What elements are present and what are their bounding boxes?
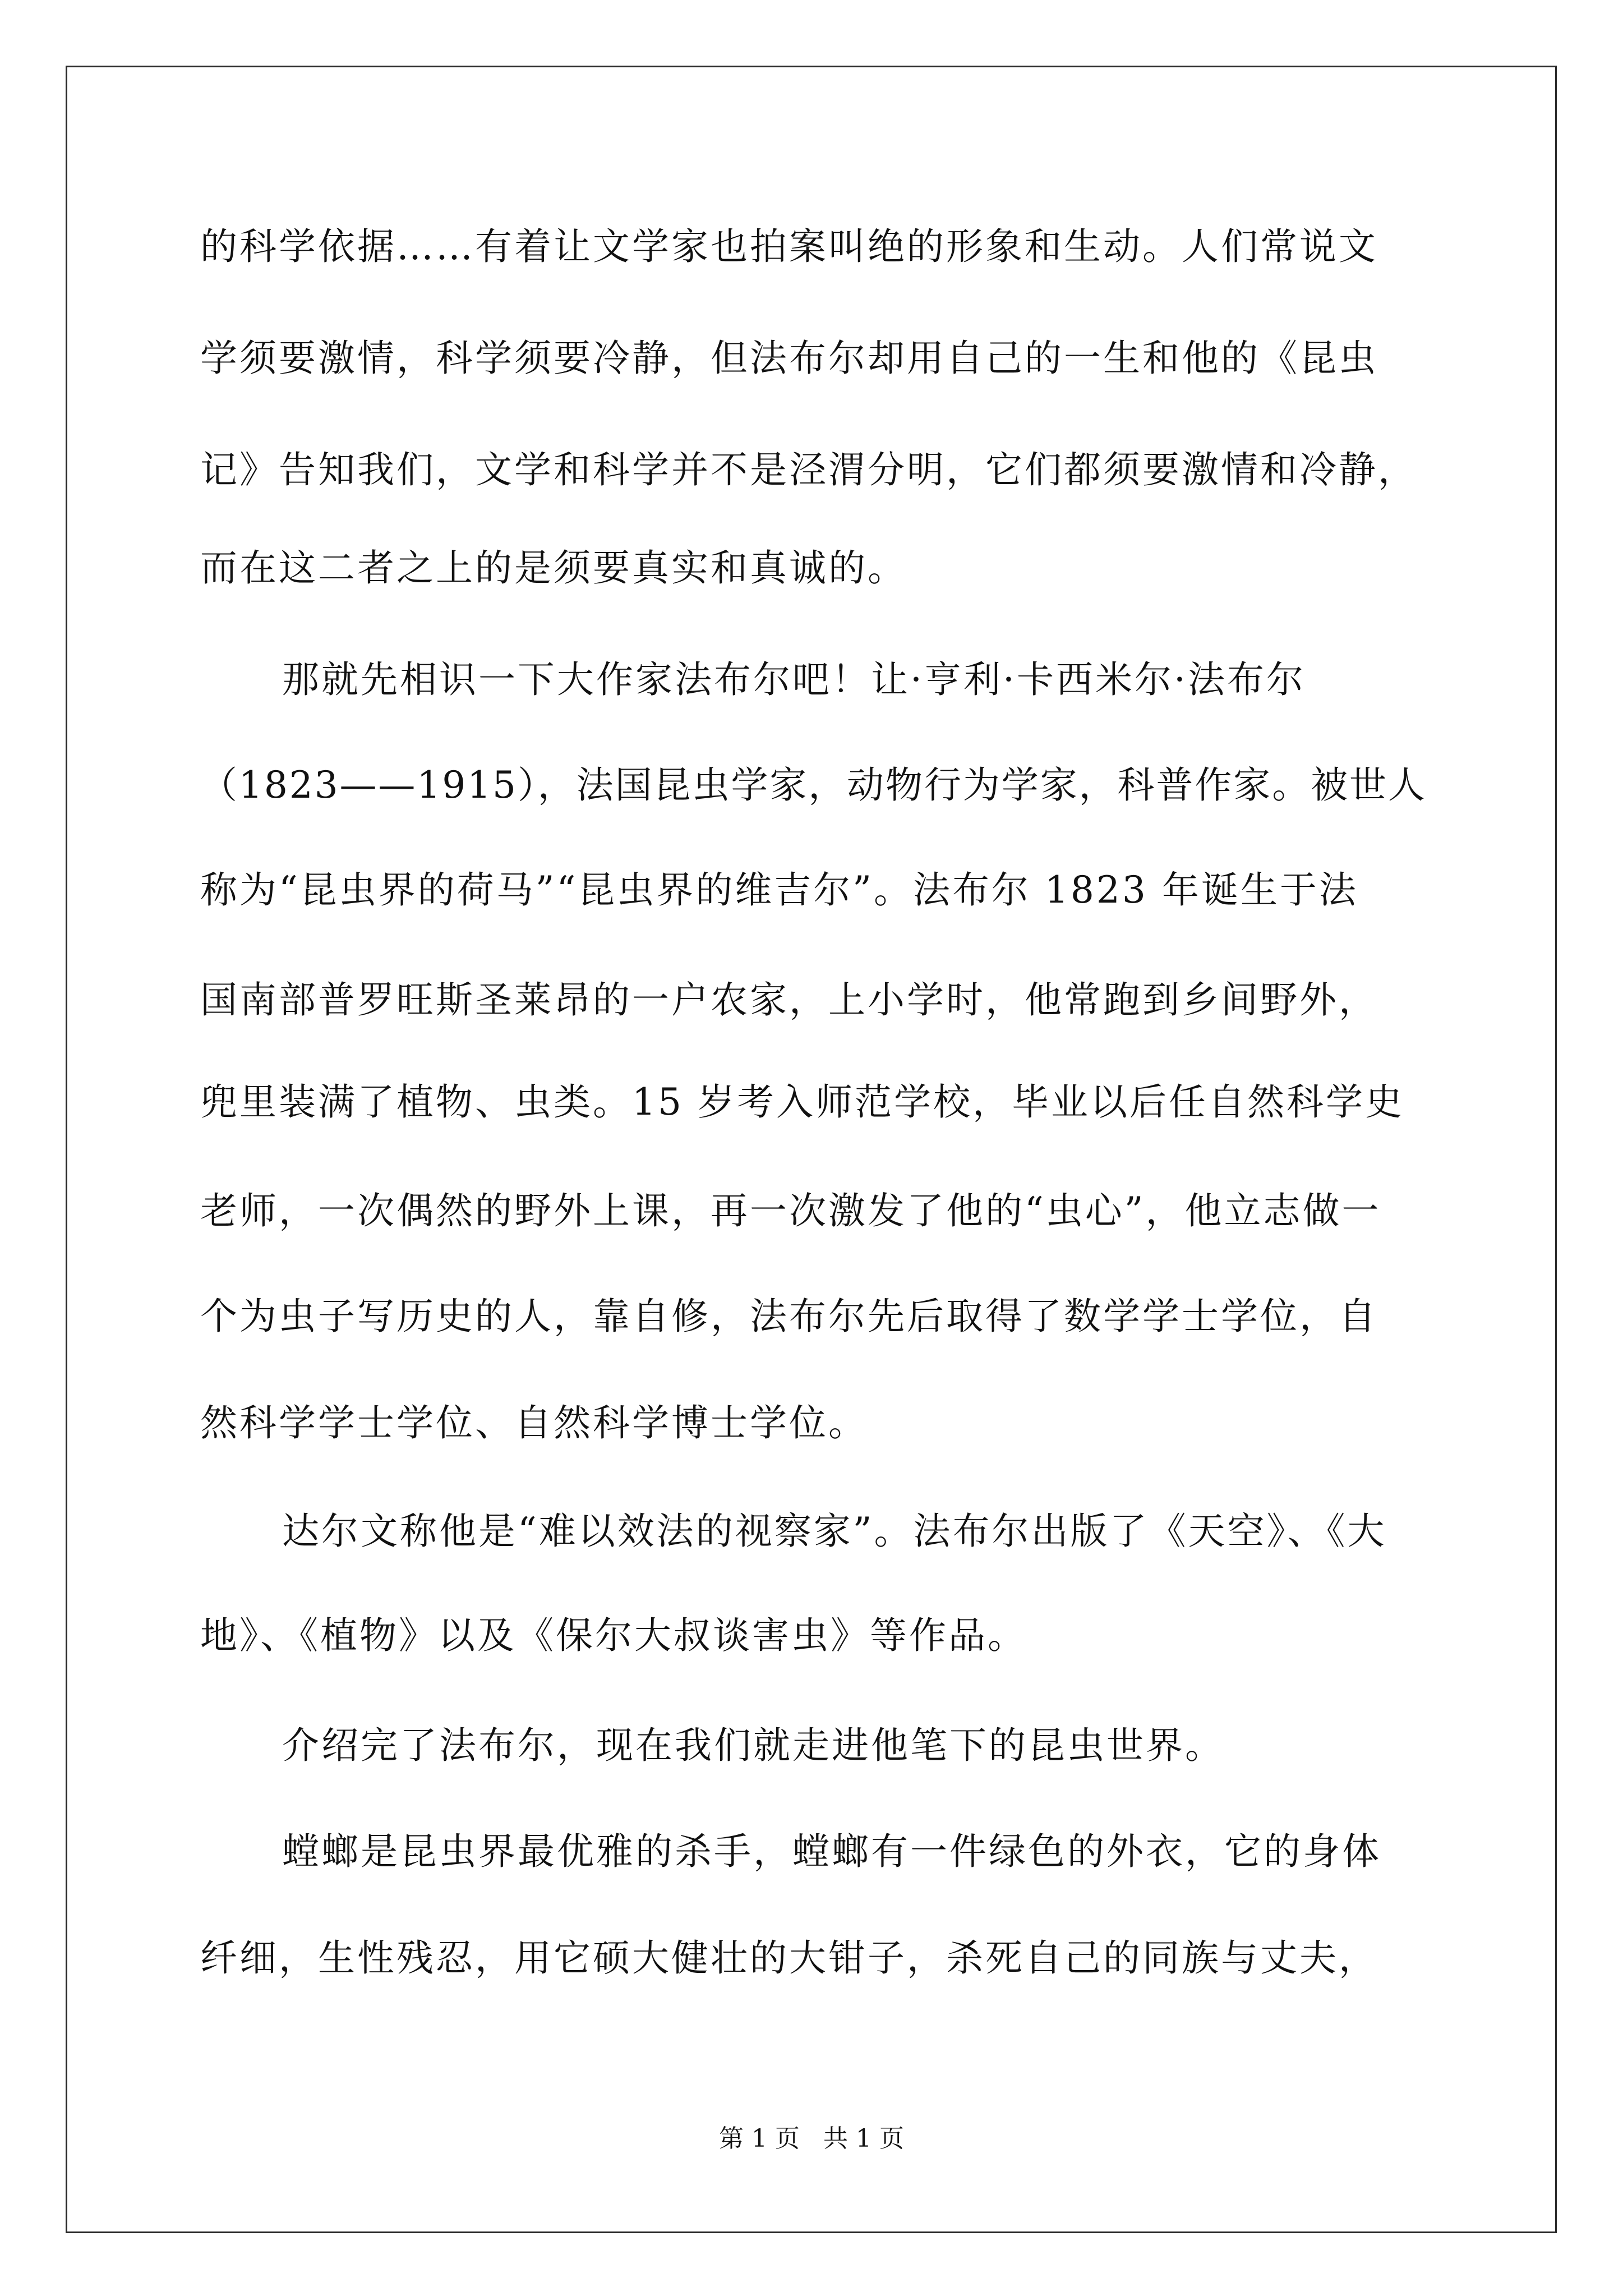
text-line: 的科学依据……有着让文学家也拍案叫绝的形象和生动。人们常说文 bbox=[200, 225, 1378, 268]
text-line: 纤细，生性残忍，用它硕大健壮的大钳子，杀死自己的同族与丈夫， bbox=[200, 1936, 1378, 1980]
text-line: 兜里装满了植物、虫类。15 岁考入师范学校，毕业以后任自然科学史 bbox=[200, 1080, 1404, 1124]
text-line: 学须要激情，科学须要冷静，但法布尔却用自己的一生和他的《昆虫 bbox=[200, 337, 1378, 380]
text-line: 然科学学士学位、自然科学博士学位。 bbox=[200, 1401, 868, 1444]
text-line: 称为“昆虫界的荷马”“昆虫界的维吉尔”。法布尔 1823 年诞生于法 bbox=[200, 868, 1358, 912]
text-line: 个为虫子写历史的人，靠自修，法布尔先后取得了数学学士学位，自 bbox=[200, 1295, 1378, 1338]
text-line: （1823——1915），法国昆虫学家，动物行为学家，科普作家。被世人 bbox=[200, 763, 1427, 807]
page-border bbox=[66, 66, 1557, 2233]
text-line: 那就先相识一下大作家法布尔吧！让·亨利·卡西米尔·法布尔 bbox=[282, 658, 1306, 701]
text-line: 记》告知我们，文学和科学并不是泾渭分明，它们都须要激情和冷静， bbox=[200, 448, 1417, 491]
text-line: 而在这二者之上的是须要真实和真诚的。 bbox=[200, 546, 907, 590]
page-number-footer: 第 1 页 共 1 页 bbox=[719, 2124, 904, 2153]
text-line: 达尔文称他是“难以效法的视察家”。法布尔出版了《天空》、《大 bbox=[282, 1510, 1387, 1553]
text-line: 老师，一次偶然的野外上课，再一次激发了他的“虫心”，他立志做一 bbox=[200, 1189, 1381, 1232]
text-line: 地》、《植物》以及《保尔大叔谈害虫》等作品。 bbox=[200, 1614, 1027, 1657]
text-line: 国南部普罗旺斯圣莱昂的一户农家，上小学时，他常跑到乡间野外， bbox=[200, 978, 1378, 1022]
text-line: 螳螂是昆虫界最优雅的杀手，螳螂有一件绿色的外衣，它的身体 bbox=[282, 1830, 1381, 1873]
text-line: 介绍完了法布尔，现在我们就走进他笔下的昆虫世界。 bbox=[282, 1724, 1224, 1767]
